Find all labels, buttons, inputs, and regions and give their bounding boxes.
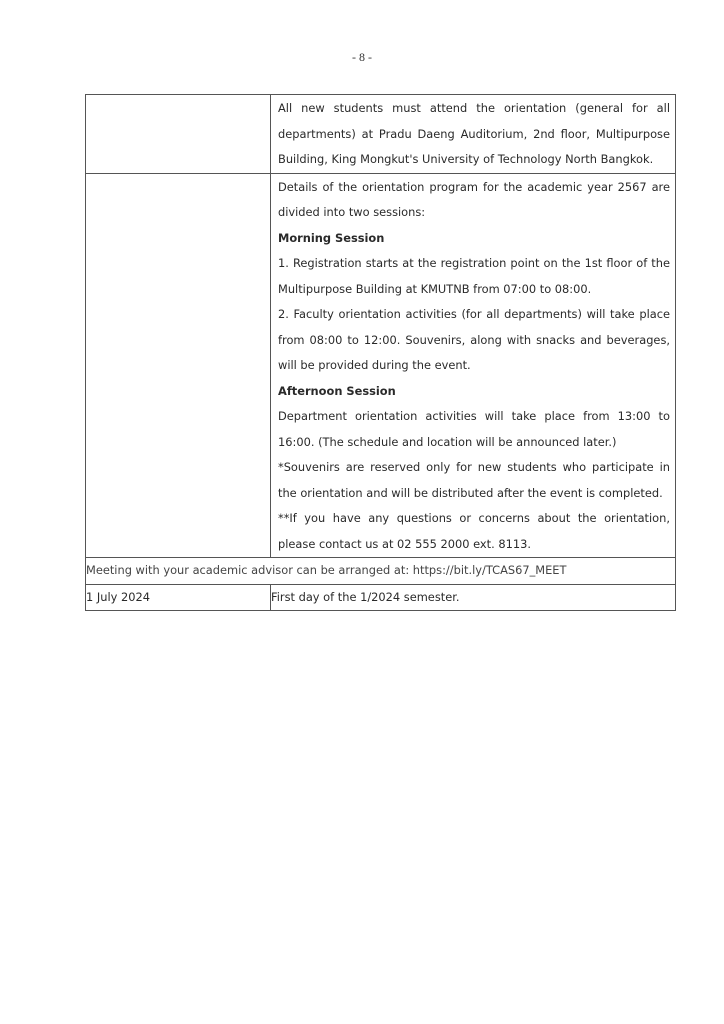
date-cell-empty bbox=[86, 173, 271, 558]
morning-item-faculty-orientation: 2. Faculty orientation activities (for all departments) will take place from 08:00 to 12:00. Souvenirs, along with snacks and beverages, will be provided during the event. bbox=[278, 307, 670, 372]
details-cell bbox=[271, 173, 676, 558]
afternoon-session-heading: Afternoon Session bbox=[278, 383, 396, 398]
schedule-table bbox=[85, 94, 676, 611]
morning-item-registration: 1. Registration starts at the registration point on the 1st floor of the Multipurpose Building at KMUTNB from 07:00 to 08:00. bbox=[278, 256, 670, 296]
afternoon-session-text: Department orientation activities will take place from 13:00 to 16:00. (The schedule and location will be announced later.) bbox=[278, 409, 670, 449]
date-cell: 1 July 2024 bbox=[86, 584, 271, 611]
souvenir-note: *Souvenirs are reserved only for new students who participate in the orientation and will be distributed after the event is completed. bbox=[278, 460, 670, 500]
orientation-attendance-text: All new students must attend the orientation (general for all departments) at Pradu Daeng Auditorium, 2nd floor, Multipurpose Building, King Mongkut's University of Technology North Bangkok. bbox=[278, 101, 670, 166]
advisor-meeting-text: Meeting with your academic advisor can be arranged at: https://bit.ly/TCAS67_MEET bbox=[86, 558, 676, 585]
table-row bbox=[86, 584, 676, 611]
program-intro: Details of the orientation program for the academic year 2567 are divided into two sessions: bbox=[278, 179, 670, 219]
semester-start-text: First day of the 1/2024 semester. bbox=[271, 584, 676, 611]
table-row bbox=[86, 173, 676, 558]
details-cell bbox=[271, 95, 676, 174]
morning-session-heading: Morning Session bbox=[278, 230, 385, 245]
contact-note: **If you have any questions or concerns about the orientation, please contact us at 02 555 2000 ext. 8113. bbox=[278, 511, 670, 551]
table-row bbox=[86, 95, 676, 174]
page-number: - 8 - bbox=[352, 50, 372, 64]
table-row bbox=[86, 558, 676, 585]
date-cell-empty bbox=[86, 95, 271, 174]
